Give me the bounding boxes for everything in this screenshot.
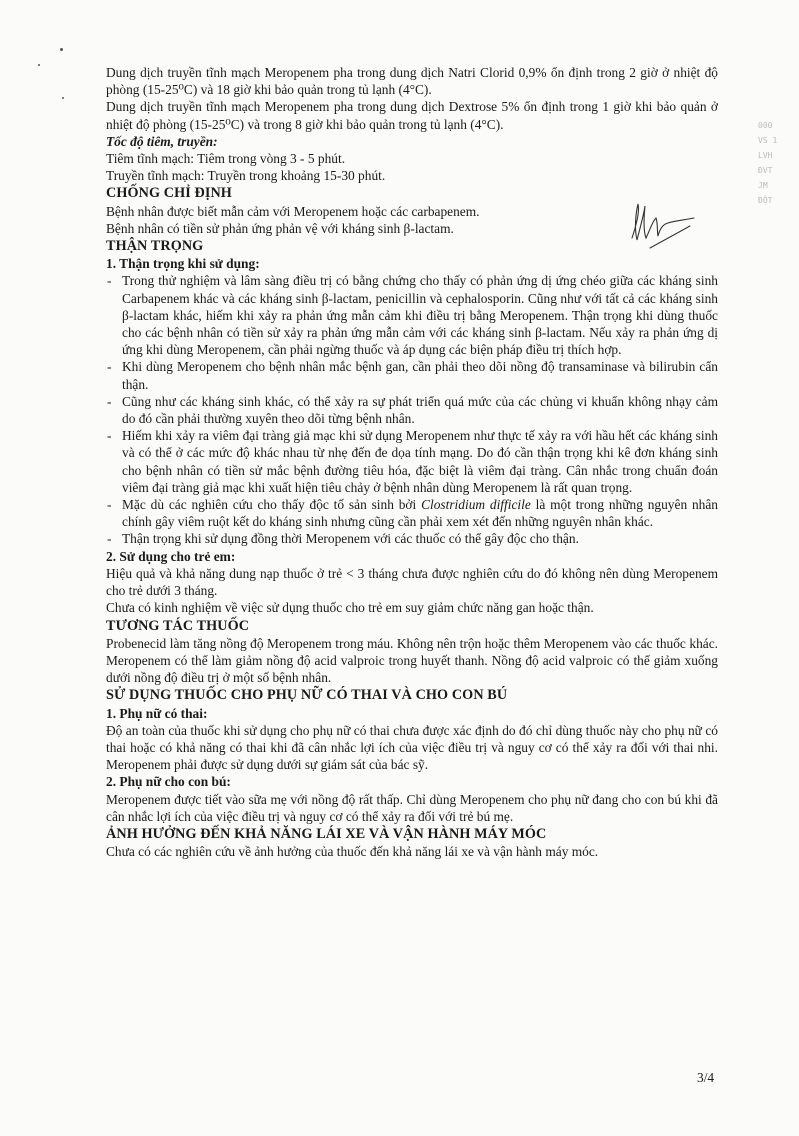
margin-mark: 000	[758, 121, 773, 130]
interactions-paragraph: Probenecid làm tăng nồng độ Meropenem trong máu. Không nên trộn hoặc thêm Meropenem vào các thuốc khác. Meropenem có thể làm giảm nồng độ acid valproic trong huyết thanh. Nồng độ acid valproic có thể giảm xuống dưới nồng độ điều trị ở một số bệnh nhân.	[106, 635, 718, 686]
interactions-heading: TƯƠNG TÁC THUỐC	[106, 617, 250, 634]
rate-iv-infusion: Truyền tĩnh mạch: Truyền trong khoảng 15-30 phút.	[106, 168, 386, 184]
driving-paragraph: Chưa có các nghiên cứu về ảnh hưởng của thuốc đến khả năng lái xe và vận hành máy móc.	[106, 844, 599, 860]
contraindications-heading: CHỐNG CHỈ ĐỊNH	[106, 185, 232, 202]
page-number: 3/4	[697, 1070, 715, 1085]
pregnancy-subheading-2: 2. Phụ nữ cho con bú:	[106, 774, 231, 790]
children-paragraph-1: Hiệu quả và khả năng dung nạp thuốc ở trẻ < 3 tháng chưa được nghiên cứu do đó không nên dùng Meropenem cho trẻ dưới 3 tháng.	[106, 565, 718, 599]
precaution-item: - Hiếm khi xảy ra viêm đại tràng giả mạc khi sử dụng Meropenem như thực tế xảy ra với hầu hết các kháng sinh và có thể ở các mức độ khác nhau từ nhẹ đến đe dọa tính mạng. Do đó cần thận trọng khi kê đơn kháng sinh cho bệnh nhân có tiền sử mắc bệnh đường tiêu hóa, đặc biệt là viêm đại tràng. Cân nhắc trong chuẩn đoán viêm đại tràng giả mạc khi xuất hiện tiêu chảy ở bệnh nhân dùng Meropenem là rất quan trọng.	[106, 427, 718, 496]
precaution-item: - Thận trọng khi sử dụng đồng thời Meropenem với các thuốc có thể gây độc cho thận.	[106, 530, 718, 547]
margin-mark: ĐỘT	[758, 196, 773, 205]
scan-speck	[60, 48, 63, 51]
precautions-subheading-2: 2. Sử dụng cho trẻ em:	[106, 548, 236, 564]
precaution-item: - Khi dùng Meropenem cho bệnh nhân mắc bệnh gan, cần phải theo dõi nồng độ transaminase và bilirubin cẩn thận.	[106, 358, 718, 392]
contraindication-item: Bệnh nhân có tiền sử phản ứng phản vệ với kháng sinh β-lactam.	[106, 220, 454, 236]
precautions-list	[106, 272, 718, 547]
precaution-item: - Cũng như các kháng sinh khác, có thể xảy ra sự phát triển quá mức của các chủng vi khuẩn không nhạy cảm do đó cần phải thường xuyên theo dõi từng bệnh nhân.	[106, 393, 718, 427]
intro-paragraph-2: Dung dịch truyền tĩnh mạch Meropenem pha trong dung dịch Dextrose 5% ổn định trong 1 giờ khi bảo quản ở nhiệt độ phòng (15-25⁰C) và trong 8 giờ khi bảo quản trong tủ lạnh (4°C).	[106, 99, 718, 132]
scan-speck	[38, 64, 40, 66]
precaution-text: là một trong những nguyên nhân chính gây viêm ruột kết do kháng sinh nhưng cũng cần phải xem xét đến những nguyên nhân khác.	[122, 497, 718, 530]
pregnancy-paragraph: Độ an toàn của thuốc khi sử dụng cho phụ nữ có thai chưa được xác định do đó chỉ dùng thuốc này cho phụ nữ có thai hoặc có khả năng có thai khi đã cân nhắc lợi ích của việc điều trị và nguy cơ có thể xảy ra đối với thai nhi. Meropenem phải được sử dụng dưới sự giám sát của bác sỹ.	[106, 722, 718, 773]
pregnancy-subheading-1: 1. Phụ nữ có thai:	[106, 705, 208, 721]
driving-heading: ẢNH HƯỞNG ĐẾN KHẢ NĂNG LÁI XE VÀ VẬN HÀNH MÁY MÓC	[106, 825, 547, 842]
rate-heading: Tốc độ tiêm, truyền:	[106, 133, 218, 149]
precaution-text: Mặc dù các nghiên cứu cho thấy độc tố sản sinh bởi	[122, 497, 422, 513]
contraindication-item: Bệnh nhân được biết mẫn cảm với Meropenem hoặc các carbapenem.	[106, 203, 480, 219]
margin-mark: LVH	[758, 151, 773, 160]
intro-paragraph-1: Dung dịch truyền tĩnh mạch Meropenem pha trong dung dịch Natri Clorid 0,9% ổn định trong 2 giờ ở nhiệt độ phòng (15-25⁰C) và 18 giờ khi bảo quản trong tủ lạnh (4°C).	[106, 65, 718, 98]
document-body	[106, 64, 718, 860]
precautions-heading: THẬN TRỌNG	[106, 238, 204, 255]
rate-iv-injection: Tiêm tĩnh mạch: Tiêm trong vòng 3 - 5 phút.	[106, 151, 346, 167]
organism-name: Clostridium difficile	[421, 497, 531, 513]
precaution-item: - Trong thử nghiệm và lâm sàng điều trị có bằng chứng cho thấy có phản ứng dị ứng chéo giữa các kháng sinh Carbapenem khác và các kháng sinh β-lactam, penicillin và cephalosporin. Cũng như với tất cả các kháng sinh β-lactam khác, hiếm khi xảy ra phản ứng mẫn cảm khi điều trị bằng Meropenem. Thận trọng khi dùng thuốc cho các bệnh nhân có tiền sử xảy ra phản ứng mẫn cảm với các kháng sinh β-lactam. Nếu xảy ra phản ứng dị ứng khi dùng Meropenem, cần phải ngừng thuốc và áp dụng các biện pháp điều trị thích hợp.	[106, 272, 718, 358]
margin-mark: VS 1	[758, 136, 778, 145]
breastfeeding-paragraph: Meropenem được tiết vào sữa mẹ với nồng độ rất thấp. Chỉ dùng Meropenem cho phụ nữ đang cho con bú khi đã cân nhắc lợi ích của việc điều trị và nguy cơ có thể xảy ra đối với trẻ bú mẹ.	[106, 791, 718, 824]
children-paragraph-2: Chưa có kinh nghiệm về việc sử dụng thuốc cho trẻ em suy giảm chức năng gan hoặc thận.	[106, 600, 594, 616]
margin-mark: JM	[758, 181, 768, 190]
scan-speck	[62, 97, 64, 99]
pregnancy-heading: SỬ DỤNG THUỐC CHO PHỤ NỮ CÓ THAI VÀ CHO CON BÚ	[106, 687, 508, 704]
handwritten-signature	[628, 198, 698, 253]
precaution-item	[106, 496, 718, 530]
precautions-subheading-1: 1. Thận trọng khi sử dụng:	[106, 256, 260, 272]
margin-stamp-marks	[758, 118, 792, 208]
margin-mark: ĐVT	[758, 166, 773, 175]
